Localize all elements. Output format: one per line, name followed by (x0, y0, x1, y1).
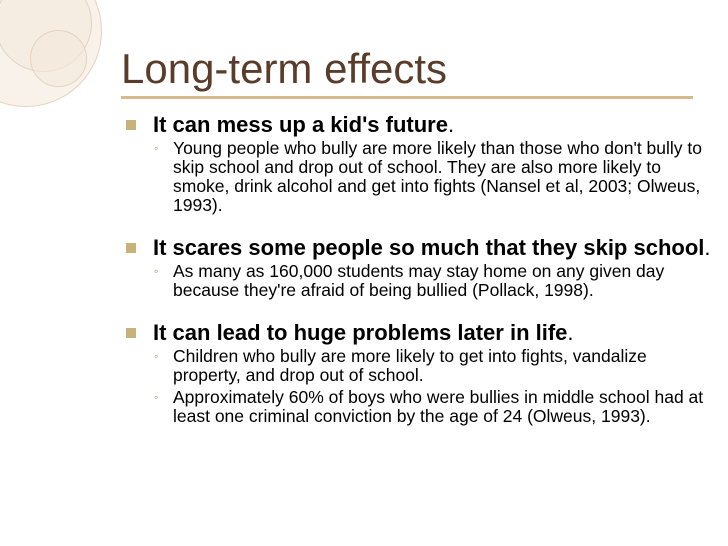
slide-content (126, 106, 716, 426)
square-bullet-icon (126, 120, 136, 130)
bullet-text: It can mess up a kid's future (153, 112, 448, 137)
square-bullet-icon (126, 243, 136, 253)
sub-bullet (126, 139, 716, 215)
slide-title: Long-term effects (121, 45, 448, 92)
sub-bullet (126, 262, 716, 300)
bullet-text: It can lead to huge problems later in life (153, 320, 568, 345)
bullet-suffix: . (567, 320, 574, 345)
sub-bullet-text: Approximately 60% of boys who were bullies in middle school had at least one criminal conviction by the age of 24 (Olweus, 1993). (173, 387, 704, 426)
square-bullet-icon (126, 328, 136, 338)
ring-bullet-icon: ◦ (154, 349, 159, 363)
ring-bullet-icon: ◦ (154, 264, 159, 278)
ring-bullet-icon: ◦ (154, 141, 159, 155)
title-underline (121, 96, 693, 99)
sub-bullet (126, 347, 716, 385)
sub-bullet-text: Children who bully are more likely to get into fights, vandalize property, and drop out of school. (173, 346, 647, 385)
decorative-circle (30, 30, 87, 87)
ring-bullet-icon: ◦ (154, 390, 159, 404)
sub-bullet-text: As many as 160,000 students may stay home on any given day because they're afraid of being bullied (Pollack, 1998). (173, 261, 665, 300)
bullet-text: It scares some people so much that they skip school (153, 235, 705, 260)
bullet-point (126, 322, 716, 344)
sub-bullet-text: Young people who bully are more likely than those who don't bully to skip school and drop out of school. They are also more likely to smoke, drink alcohol and get into fights (Nansel et al, 2003; Olweus, 1993). (173, 138, 703, 215)
decorative-sidebar (0, 0, 95, 546)
bullet-point (126, 114, 716, 136)
bullet-suffix: . (447, 112, 455, 137)
sub-bullet (126, 388, 716, 426)
bullet-point (126, 237, 716, 259)
bullet-suffix: . (704, 235, 711, 260)
